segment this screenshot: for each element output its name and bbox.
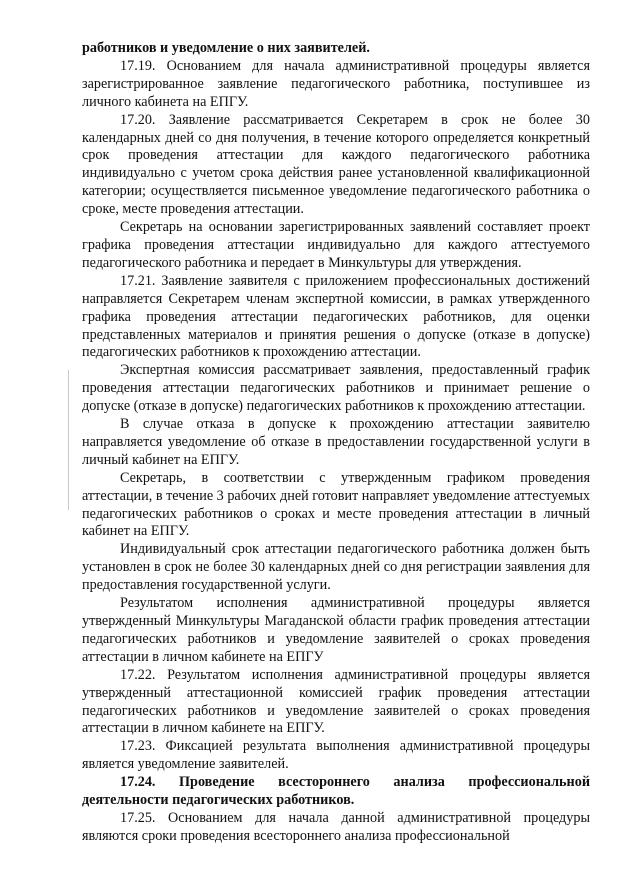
paragraph-secretary-notice: Секретарь, в соответствии с утвержденным графиком проведения аттестации, в течение 3 рабочих дней готовит направляет уведомление аттестуемых педагогических работников о сроках и месте проведения аттестации в личный кабинет на ЕПГУ. bbox=[82, 469, 590, 540]
paragraph-17-21: 17.21. Заявление заявителя с приложением профессиональных достижений направляется Секретарем членам экспертной комиссии, в рамках утвержденного графика проведения аттестации педагогических работников, для оценки представленных материалов и принятия решения о допуске (отказе в допуске) педагогических работников к прохождению аттестации. bbox=[82, 272, 590, 361]
paragraph-17-22: 17.22. Результатом исполнения административной процедуры является утвержденный аттестационной комиссией график проведения аттестации педагогических работников и уведомление заявителей о сроках проведения аттестации в личном кабинете на ЕПГУ. bbox=[82, 666, 590, 737]
scan-artifact-line bbox=[68, 370, 69, 510]
paragraph-refusal: В случае отказа в допуске к прохождению аттестации заявителю направляется уведомление об отказе в предоставлении государственной услуги в личный кабинет на ЕПГУ. bbox=[82, 416, 590, 468]
paragraph-individual-term: Индивидуальный срок аттестации педагогического работника должен быть установлен в срок не более 30 календарных дней со дня регистрации заявления для предоставления государственной услуги. bbox=[82, 541, 590, 594]
paragraph-result: Результатом исполнения административной процедуры является утвержденный Минкультуры Магаданской области график проведения аттестации педагогических работников и уведомление заявителей о сроках проведения аттестации в личном кабинете на ЕПГУ bbox=[82, 595, 590, 665]
paragraph-expert-commission: Экспертная комиссия рассматривает заявления, предоставленный график проведения аттестации педагогических работников и принимает решение о допуске (отказе в допуске) педагогических работников к прохождению аттестации. bbox=[82, 362, 590, 415]
paragraph-17-20: 17.20. Заявление рассматривается Секретарем в срок не более 30 календарных дней со дня получения, в течение которого определяется конкретный срок проведения аттестации для каждого педагогического работника индивидуально с учетом срока действия ранее установленной квалификационной категории; осуществляется письменное уведомление педагогического работника о сроке, месте проведения аттестации. bbox=[82, 111, 590, 218]
section-heading-continuation: работников и уведомление о них заявителей. bbox=[82, 40, 370, 56]
section-heading-17-24: 17.24. Проведение всестороннего анализа профессиональной деятельности педагогических работников. bbox=[82, 774, 590, 809]
paragraph-secretary-schedule: Секретарь на основании зарегистрированных заявлений составляет проект графика проведения аттестации индивидуально для каждого аттестуемого педагогического работника и передает в Минкультуры для утверждения. bbox=[82, 219, 590, 271]
paragraph-17-23: 17.23. Фиксацией результата выполнения административной процедуры является уведомление заявителей. bbox=[82, 738, 590, 773]
document-page bbox=[82, 40, 590, 846]
paragraph-17-25: 17.25. Основанием для начала данной административной процедуры являются сроки проведения всестороннего анализа профессиональной bbox=[82, 809, 590, 844]
paragraph-17-19: 17.19. Основанием для начала административной процедуры является зарегистрированное заявление педагогического работника, поступившее из личного кабинета на ЕПГУ. bbox=[82, 57, 590, 110]
